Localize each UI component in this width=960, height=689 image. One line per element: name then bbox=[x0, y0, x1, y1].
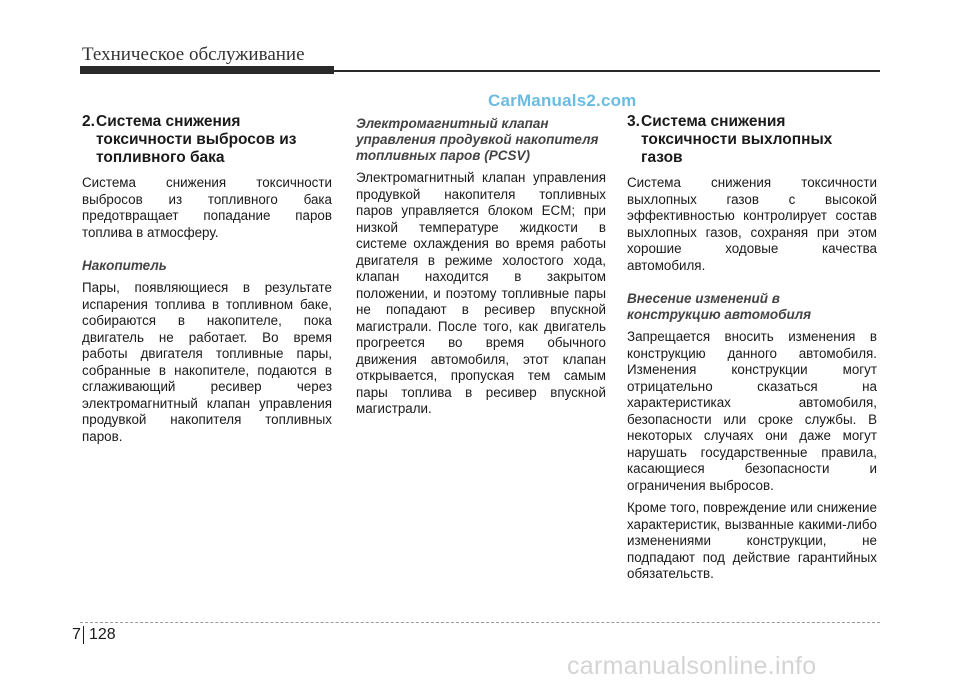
paragraph: Пары, появляющиеся в результате испарения топлива в топливном баке, собираются в накопителе, пока двигатель не работает. Во время работы двигателя топливные пары, собранные в накопителе, подаются в сглаживающий ресивер через электромагнитный клапан управления продувкой накопителя топливных паров. bbox=[82, 280, 332, 444]
section-heading-exhaust bbox=[627, 113, 877, 167]
column-middle bbox=[356, 116, 606, 418]
watermark-bottom: carmanualsonline.info bbox=[567, 652, 817, 680]
subheading-canister: Накопитель bbox=[82, 258, 167, 273]
paragraph: Система снижения токсичности выхлопных газов с высокой эффективностью контролирует состав выхлопных газов, сохраняя при этом хорошие ходовые качества автомобиля. bbox=[627, 175, 877, 273]
section-number: 3. bbox=[627, 113, 640, 130]
paragraph: Электромагнитный клапан управления продувкой накопителя топливных паров управляется блоком ECM; при низкой температуре жидкости в системе охлаждения во время работы двигателя в режиме холостого хода, клапан находится в закрытом положении, и поэтому топливные пары не попадают в ресивер впускной магистрали. После того, как двигатель прогреется во время обычного движения автомобиля, этот клапан открывается, пропуская тем самым пары топлива в ресивер впускной магистрали. bbox=[356, 170, 606, 416]
section-heading-evap bbox=[82, 113, 332, 167]
section-title: Система снижения токсичности выхлопных газов bbox=[641, 113, 833, 166]
page-number: 128 bbox=[89, 626, 116, 643]
subheading-modification: Внесение изменений в конструкцию автомобиля bbox=[627, 291, 812, 322]
paragraph: Кроме того, повреждение или снижение характеристик, вызванные какими-либо изменениями конструкции, не подпадают под действие гарантийных обязательств. bbox=[627, 500, 877, 581]
column-right bbox=[627, 113, 877, 583]
header-rule-thick bbox=[80, 66, 334, 74]
section-title: Система снижения токсичности выбросов из топливного бака bbox=[96, 113, 297, 166]
paragraph: Система снижения токсичности выбросов из топливного бака предотвращает попадание паров топлива в атмосферу. bbox=[82, 175, 332, 240]
watermark-top: CarManuals2.com bbox=[488, 91, 637, 110]
page-header-title: Техническое обслуживание bbox=[82, 44, 305, 65]
chapter-number: 7 bbox=[72, 626, 81, 643]
footer-divider bbox=[80, 622, 880, 623]
header-rule-thin bbox=[334, 70, 880, 72]
section-number: 2. bbox=[82, 113, 95, 130]
subheading-pcsv: Электромагнитный клапан управления продувкой накопителя топливных паров (PCSV) bbox=[356, 116, 599, 163]
column-left bbox=[82, 113, 332, 445]
page-number-separator bbox=[83, 626, 84, 644]
paragraph: Запрещается вносить изменения в конструкцию данного автомобиля. Изменения конструкции могут отрицательно сказаться на характеристиках автомобиля, безопасности или сроке службы. В некоторых случаях они даже могут нарушать государственные правила, касающиеся безопасности и ограничения выбросов. bbox=[627, 329, 877, 493]
